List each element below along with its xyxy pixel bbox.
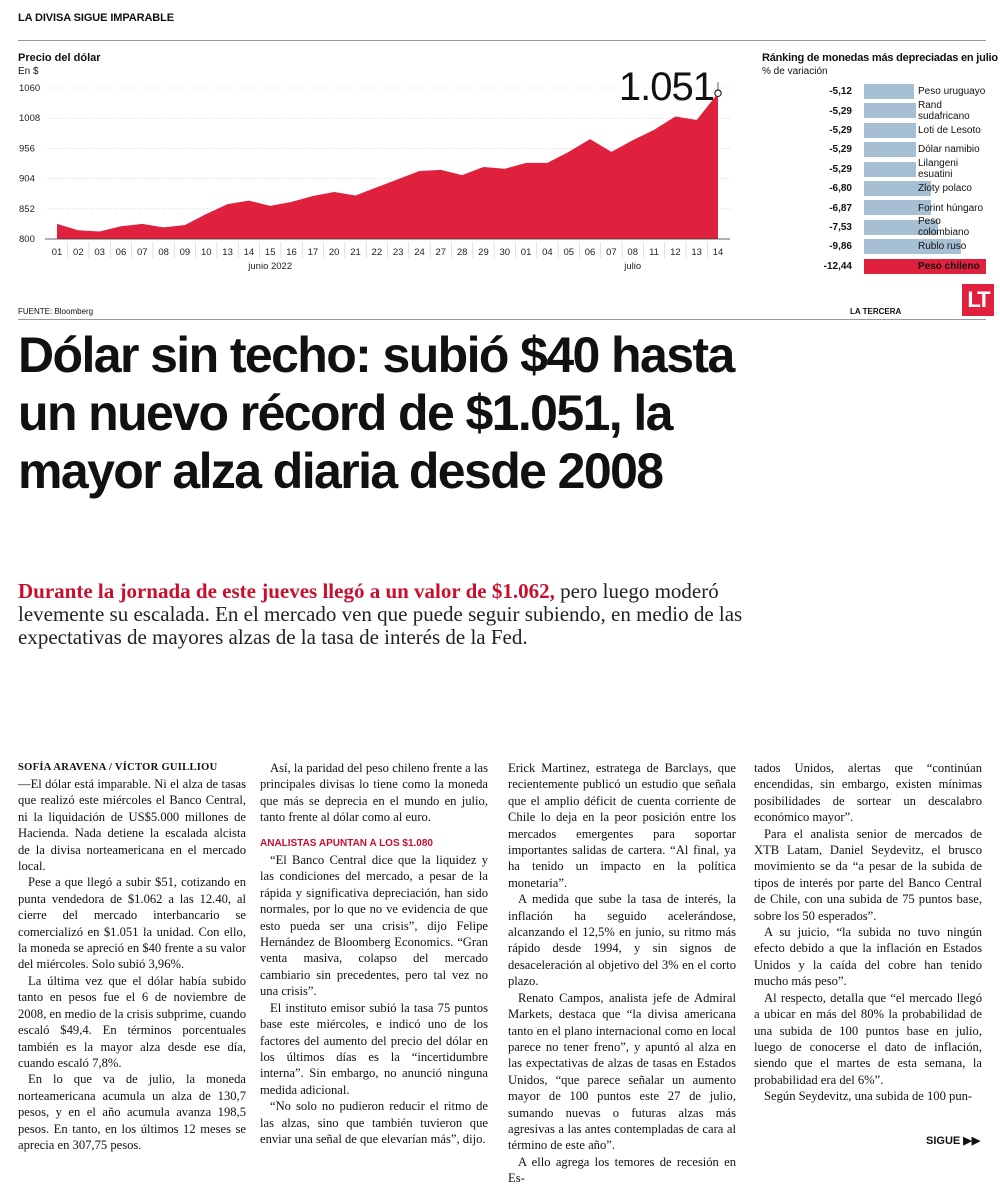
price-area (57, 93, 718, 239)
ranking-category-label: Rublo ruso (918, 241, 967, 253)
paragraph: “El Banco Central dice que la liquidez y las condiciones del mercado, a pesar de la rápida y significativa depreciación, han sido normales, por lo que no ve evidencia de que esto pueda ser una crisis”, dijo Felipe Hernández de Bloomberg Economics. “Gran venta masiva, colapso del mercado cambiario sin precedentes, pero tal vez no una crisis”. (260, 853, 488, 999)
section-kicker: LA DIVISA SIGUE IMPARABLE (18, 12, 174, 24)
ranking-bar (864, 162, 916, 177)
article-column-1 (18, 760, 246, 1153)
paragraph: A ello agrega los temores de recesión en Es- (508, 1154, 736, 1186)
ranking-category-label: Dólar namibio (918, 144, 980, 156)
x-tick-label: 13 (222, 247, 233, 258)
x-tick-label: 05 (563, 247, 575, 258)
ranking-row (762, 160, 992, 179)
x-tick-label: 06 (115, 247, 127, 258)
ranking-category-label: Forint húngaro (918, 202, 984, 214)
price-chart-title: Precio del dólar (18, 52, 101, 64)
x-tick-label: 10 (200, 247, 212, 258)
paragraph: A su juicio, “la subida no tuvo ningún efecto debido a que la inflación en Estados Unidos y la caída del cobre han tenido mucho más peso”. (754, 925, 982, 989)
y-tick-label: 956 (19, 143, 35, 155)
ranking-chart-title: Ránking de monedas más depreciadas en julio (762, 52, 998, 64)
ranking-row (762, 82, 992, 101)
x-tick-label: 12 (670, 247, 681, 258)
peak-marker (715, 90, 721, 96)
ranking-category-label: Peso uruguayo (918, 86, 986, 98)
x-tick-label: 07 (137, 247, 148, 258)
y-tick-label: 904 (19, 173, 35, 185)
ranking-row (762, 198, 992, 217)
x-tick-label: 02 (73, 247, 84, 258)
ranking-category-label: Peso colombiano (918, 216, 970, 239)
continue-link[interactable]: SIGUE ▶▶ (926, 1135, 981, 1147)
ranking-category-label: Lilangeni esuatini (918, 158, 959, 181)
y-tick-label: 1060 (19, 83, 41, 94)
headline: Dólar sin techo: subió $40 hasta un nuevo récord de $1.051, la mayor alza diaria desde 2008 (18, 327, 734, 499)
ranking-row (762, 140, 992, 159)
paragraph: Erick Martinez, estratega de Barclays, que recientemente publicó un estudio que señala que el amplio déficit de cuenta corriente de Chile lo deja en la peor posición entre los mercados emergentes para soportar importantes salidas de cartera. “Al final, ya ha tenido un impacto en la política monetaria”. (508, 761, 736, 890)
ranking-value-label: -7,53 (829, 221, 852, 233)
ranking-row (762, 257, 992, 276)
x-tick-label: 27 (435, 247, 447, 258)
x-tick-label: 17 (307, 247, 319, 258)
paragraph: A medida que sube la tasa de interés, la inflación ha seguido acelerándose, alcanzando el 12,5% en junio, su ritmo más rápido desde 1994, y sin signos de desaceleración al objetivo del 3% en el corto plazo. (508, 892, 736, 989)
article-column-2 (260, 760, 488, 1147)
ranking-bar (864, 84, 914, 99)
subheading: ANALISTAS APUNTAN A LOS $1.080 (260, 837, 433, 849)
lead-highlight: Durante la jornada de este jueves llegó a un valor de $1.062, (18, 579, 555, 603)
paragraph: Al respecto, detalla que “el mercado llegó a ubicar en más del 80% la probabilidad de una subida de 100 puntos base en julio, luego de conocerse el dato de inflación, siendo que el martes de esta semana, la probabilidad era del 6%”. (754, 990, 982, 1087)
x-tick-label: 01 (520, 247, 532, 258)
x-tick-label: 24 (414, 247, 425, 258)
paragraph: La última vez que el dólar había subido tanto en pesos fue el 6 de noviembre de 2008, en medio de la crisis subprime, cuando escaló $49,4. En términos porcentuales también es la mayor alza desde ese día, cuando escaló 7,8%. (18, 973, 246, 1070)
paragraph: —El dólar está imparable. Ni el alza de tasas que realizó este miércoles el Banco Central, ni la liquidación de US$5.000 millones de Hacienda. Nada detiene la escalada alcista de la divisa norteamericana en el mercado local. (18, 777, 246, 874)
x-tick-label: 08 (627, 247, 638, 258)
ranking-category-label: Rand sudafricano (918, 100, 970, 123)
ranking-value-label: -6,80 (829, 183, 852, 195)
ranking-row (762, 121, 992, 140)
article-column-3 (508, 760, 736, 1187)
brand-logo: LT (962, 284, 994, 316)
ranking-row (762, 237, 992, 256)
x-tick-label: 15 (264, 247, 276, 258)
x-tick-label: 11 (649, 247, 659, 258)
price-chart-unit: En $ (18, 66, 39, 77)
x-tick-label: 04 (542, 247, 553, 258)
divider (18, 40, 986, 41)
paragraph: “No solo no pudieron reducir el ritmo de las alzas, sino que también tuvieron que enviar una señal de que elevarían más”, dijo. (260, 1099, 488, 1146)
ranking-category-label: Zloty polaco (918, 183, 972, 195)
x-tick-label: 28 (456, 247, 468, 258)
paragraph: Pese a que llegó a subir $51, cotizando en punta vendedora de $1.062 a las 12.40, al cierre del mercado interbancario se comercializó en $1.051 la unidad. Con ello, la moneda se apreció en $40 frente a su valor del miércoles. Solo subió 3,96%. (18, 875, 246, 972)
ranking-value-label: -5,29 (829, 124, 852, 136)
ranking-bar (864, 142, 916, 157)
x-tick-label: 14 (712, 247, 724, 258)
paragraph: En lo que va de julio, la moneda norteamericana acumula un alza de 130,7 pesos, y en el año acumula avanza 198,5 pesos. En tanto, en los últimos 12 meses se aprecia en 307,75 pesos. (18, 1072, 246, 1152)
y-tick-label: 1008 (19, 113, 41, 125)
month-label: julio (624, 261, 642, 272)
ranking-value-label: -6,87 (829, 202, 852, 214)
paragraph: Así, la paridad del peso chileno frente a las principales divisas lo tiene como la moneda que más se deprecia en el mundo en julio, tanto frente al dólar como al euro. (260, 761, 488, 825)
x-tick-label: 13 (691, 247, 702, 258)
ranking-row (762, 179, 992, 198)
ranking-chart (762, 82, 992, 276)
paragraph: El instituto emisor subió la tasa 75 puntos base este miércoles, e indicó uno de los factores del aumento del precio del dólar en los últimos días es la “incertidumbre interna”. Sin embargo, no anunció ninguna medida adicional. (260, 1000, 488, 1097)
lead-text: pero luego moderó levemente su escalada. En el mercado ven que puede seguir subiendo, en medio de las expectativas de mayores alzas de la tasa de interés de la Fed. (18, 579, 743, 649)
ranking-category-label: Loti de Lesoto (918, 124, 981, 136)
ranking-value-label: -5,29 (829, 163, 852, 175)
chart-source: FUENTE: Bloomberg (18, 307, 94, 316)
x-tick-label: 09 (179, 247, 191, 258)
ranking-row (762, 100, 992, 123)
ranking-value-label: -9,86 (829, 241, 852, 253)
divider (18, 319, 986, 320)
x-tick-label: 30 (499, 247, 511, 258)
month-label: junio 2022 (248, 261, 293, 272)
lead-paragraph (18, 580, 758, 649)
paragraph: Renato Campos, analista jefe de Admiral Markets, destaca que “la divisa americana tanto en el plano internacional como en local parece no tener freno”, y apuntó al alza en las expectativas de alzas de tasas en Estados Unidos, “que parece señalar un aumento mayor de 100 puntos este 27 de julio, sumando nuevas o futuras alzas más agresivas a las antes contempladas de cara al término de este año”. (508, 990, 736, 1153)
y-tick-label: 800 (19, 234, 35, 245)
x-tick-label: 01 (51, 247, 63, 258)
ranking-bar (864, 123, 916, 138)
ranking-value-label: -5,29 (829, 105, 852, 117)
paragraph: Según Seydevitz, una subida de 100 pun- (764, 1089, 973, 1104)
ranking-bar (864, 103, 916, 118)
byline: SOFÍA ARAVENA / VÍCTOR GUILLIOU (18, 762, 218, 773)
x-tick-label: 08 (158, 247, 169, 258)
article-column-4 (754, 760, 982, 1105)
ranking-value-label: -12,44 (823, 260, 852, 272)
peak-label: 1.051 (618, 65, 714, 109)
brand-name: LA TERCERA (850, 307, 902, 316)
x-tick-label: 06 (584, 247, 596, 258)
y-tick-label: 852 (19, 203, 35, 215)
ranking-category-label: Peso chileno (918, 260, 980, 272)
x-tick-label: 14 (243, 247, 255, 258)
x-tick-label: 29 (478, 247, 489, 258)
x-tick-label: 23 (392, 247, 404, 258)
ranking-value-label: -5,12 (829, 86, 852, 98)
x-tick-label: 16 (286, 247, 297, 258)
x-tick-label: 21 (350, 247, 361, 258)
x-tick-label: 20 (328, 247, 340, 258)
x-tick-label: 22 (371, 247, 383, 258)
ranking-chart-unit: % de variación (762, 66, 828, 77)
paragraph: tados Unidos, alertas que “continúan encendidas, sin embargo, existen mínimas posibilidades de sortear un descalabro económico mayor”. (754, 761, 982, 825)
ranking-value-label: -5,29 (829, 144, 852, 156)
x-tick-label: 07 (606, 247, 617, 258)
ranking-row (762, 218, 992, 237)
x-tick-label: 03 (94, 247, 105, 258)
paragraph: Para el analista senior de mercados de XTB Latam, Daniel Seydevitz, el brusco movimiento se da “a pesar de la subida de tipos de interés por parte del Banco Central de Chile, con una subida de 75 puntos base, sobre los 50 esperados”. (754, 826, 982, 923)
